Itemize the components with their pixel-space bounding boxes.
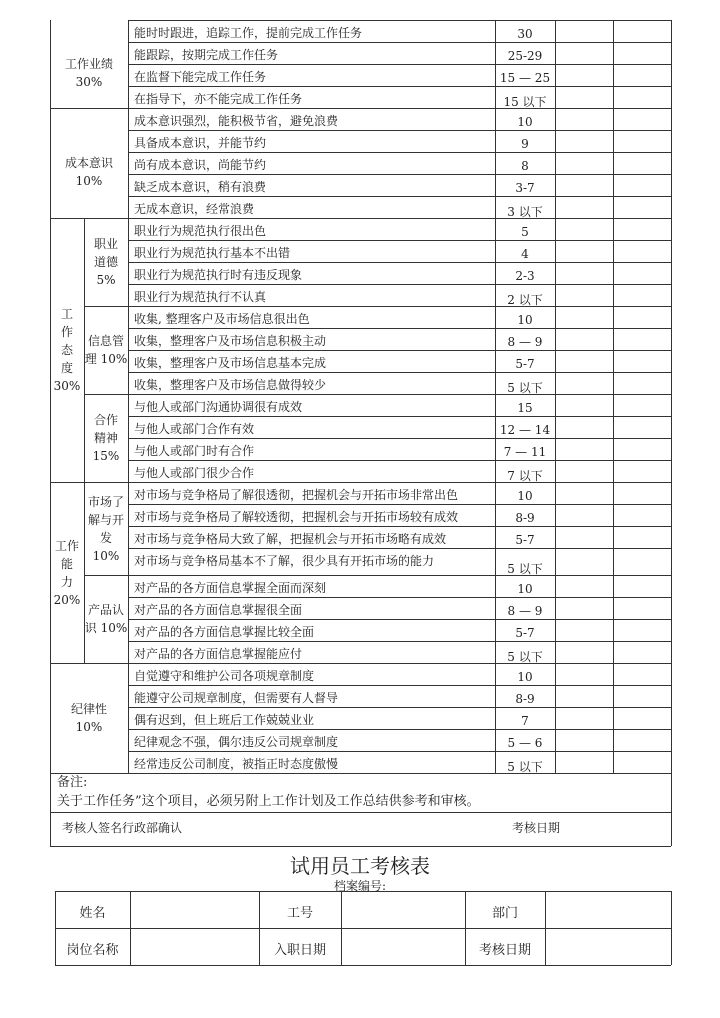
form-title: 试用员工考核表	[290, 854, 430, 878]
criterion-text: 对产品的各方面信息掌握很全面	[134, 603, 303, 617]
category-performance-line: 工作业绩 30%	[64, 57, 113, 89]
criterion-text: 对市场与竞争格局大致了解，把握机会与开拓市场略有成效	[134, 532, 447, 546]
criterion-text: 收集，整理客户及市场信息做得较少	[134, 378, 327, 392]
score-range: 5 以下	[507, 381, 543, 395]
criterion-text: 职业行为规范执行很出色	[134, 224, 267, 238]
subcategory-teamwork-line: 合作	[93, 413, 118, 427]
name-label: 姓名	[79, 906, 106, 921]
criterion-text: 无成本意识，经常浪费	[134, 202, 255, 216]
score-range: 10	[517, 115, 533, 129]
signature-label: 考核人签名行政部确认	[62, 821, 183, 835]
score-range: 7 — 11	[503, 445, 547, 459]
criterion-text: 对产品的各方面信息掌握能应付	[134, 647, 303, 661]
employee-id-label: 工号	[286, 906, 313, 921]
criterion-text: 经常违反公司制度，被指正时态度傲慢	[134, 757, 339, 771]
criterion-text: 对市场与竞争格局了解较透彻，把握机会与开拓市场较有成效	[134, 510, 459, 524]
criterion-text: 尚有成本意识，尚能节约	[134, 158, 267, 172]
criterion-text: 缺乏成本意识，稍有浪费	[134, 180, 267, 194]
score-range: 8-9	[515, 692, 535, 706]
review-date-field-label: 考核日期	[478, 943, 531, 958]
criterion-text: 在指导下，亦不能完成工作任务	[134, 92, 303, 106]
criterion-text: 能跟踪，按期完成工作任务	[134, 48, 279, 62]
department-label: 部门	[491, 906, 518, 921]
hire-date-label: 入职日期	[273, 943, 326, 958]
score-range: 3-7	[515, 181, 535, 195]
score-range: 2-3	[515, 269, 535, 283]
subcategory-professional-ethics-line: 职业	[93, 237, 118, 251]
score-range: 3 以下	[507, 205, 543, 219]
score-range: 25-29	[507, 49, 543, 63]
score-range: 5	[521, 225, 529, 239]
score-range: 15	[517, 401, 533, 415]
criterion-text: 与他人或部门时有合作	[134, 444, 255, 458]
subcategory-teamwork-line: 15%	[92, 449, 120, 463]
score-range: 10	[517, 313, 533, 327]
category-cost-awareness-line: 成本意识 10%	[64, 156, 113, 188]
criterion-text: 对产品的各方面信息掌握全面而深刻	[134, 581, 327, 595]
score-range: 5 — 6	[507, 736, 543, 750]
score-range: 5-7	[515, 626, 535, 640]
score-range: 10	[517, 582, 533, 596]
score-range: 5 以下	[507, 760, 543, 774]
form-input-cell[interactable]	[131, 892, 258, 927]
score-range: 7	[521, 714, 529, 728]
notes-label: 备注:	[57, 775, 88, 790]
category-work-attitude-line: 度	[60, 361, 73, 375]
subcategory-market-knowledge-line: 发	[99, 530, 112, 545]
category-work-ability-line: 能	[60, 556, 73, 571]
form-row-divider	[55, 965, 671, 966]
score-range: 30	[517, 27, 533, 41]
criterion-text: 在监督下能完成工作任务	[134, 70, 267, 84]
criterion-text: 自觉遵守和维护公司各项规章制度	[134, 669, 315, 683]
criterion-text: 收集, 整理客户及市场信息很出色	[134, 312, 310, 326]
category-work-attitude-line: 工	[60, 307, 73, 321]
score-range: 5-7	[515, 357, 535, 371]
criterion-text: 与他人或部门很少合作	[134, 466, 255, 480]
form-input-cell[interactable]	[342, 892, 464, 927]
criterion-text: 能时时跟进，追踪工作，提前完成工作任务	[134, 26, 363, 40]
criterion-text: 收集，整理客户及市场信息积极主动	[134, 334, 327, 348]
review-date-label: 考核日期	[512, 821, 561, 835]
criterion-text: 对市场与竞争格局了解很透彻，把握机会与开拓市场非常出色	[134, 488, 459, 502]
category-work-ability-line: 工作	[54, 538, 79, 553]
criterion-text: 收集，整理客户及市场信息基本完成	[134, 356, 327, 370]
criterion-text: 对市场与竞争格局基本不了解，很少具有开拓市场的能力	[134, 554, 435, 568]
score-range: 8	[521, 159, 529, 173]
criterion-text: 职业行为规范执行时有违反现象	[134, 268, 303, 282]
form-input-cell[interactable]	[342, 929, 464, 964]
category-work-attitude-line: 作	[60, 325, 73, 339]
score-range: 5-7	[515, 533, 535, 547]
form-column-divider	[671, 891, 672, 965]
form-input-cell[interactable]	[546, 892, 670, 927]
score-range: 5 以下	[507, 562, 543, 576]
archive-number-label: 档案编号:	[333, 879, 387, 893]
score-range: 2 以下	[507, 293, 543, 307]
category-discipline-line: 纪律性	[70, 702, 107, 716]
notes-text: 关于工作任务”这个项目，必须另附上工作计划及工作总结供参考和审核。	[57, 794, 480, 809]
criterion-text: 成本意识强烈，能积极节省，避免浪费	[134, 114, 339, 128]
score-range: 12 — 14	[499, 423, 551, 437]
criterion-text: 与他人或部门合作有效	[134, 422, 255, 436]
criterion-text: 偶有迟到，但上班后工作兢兢业业	[134, 713, 315, 727]
score-range: 9	[521, 137, 529, 151]
subcategory-product-knowledge-line: 产品认	[87, 603, 124, 617]
subcategory-market-knowledge-line: 市场了	[87, 494, 124, 509]
category-discipline-line: 10%	[75, 720, 103, 734]
criterion-text: 纪律观念不强，偶尔违反公司规章制度	[134, 735, 339, 749]
score-range: 15 — 25	[499, 71, 551, 85]
position-label: 岗位名称	[66, 943, 119, 958]
subcategory-market-knowledge-line: 10%	[92, 548, 120, 563]
score-range: 8 — 9	[507, 604, 543, 618]
criterion-text: 职业行为规范执行不认真	[134, 290, 267, 304]
form-input-cell[interactable]	[546, 929, 670, 964]
score-range: 4	[521, 247, 529, 261]
subcategory-product-knowledge-line: 识 10%	[84, 621, 128, 635]
subcategory-information-management-line: 理 10%	[84, 352, 128, 366]
category-work-ability-line: 20%	[53, 592, 81, 607]
score-range: 8-9	[515, 511, 535, 525]
subcategory-teamwork-line: 精神	[93, 431, 118, 445]
criterion-text: 具备成本意识，并能节约	[134, 136, 267, 150]
criterion-text: 能遵守公司规章制度，但需要有人督导	[134, 691, 339, 705]
form-input-cell[interactable]	[131, 929, 258, 964]
score-range: 5 以下	[507, 650, 543, 664]
score-range: 10	[517, 489, 533, 503]
subcategory-professional-ethics-line: 5%	[96, 273, 116, 287]
criterion-text: 职业行为规范执行基本不出错	[134, 246, 291, 260]
score-range: 7 以下	[507, 469, 543, 483]
subcategory-information-management-line: 信息管	[87, 334, 124, 348]
score-range: 8 — 9	[507, 335, 543, 349]
category-work-attitude-line: 30%	[53, 379, 81, 393]
score-range: 10	[517, 670, 533, 684]
criterion-text: 与他人或部门沟通协调很有成效	[134, 400, 303, 414]
score-range: 15 以下	[503, 95, 547, 109]
category-work-attitude-line: 态	[60, 343, 73, 357]
category-work-ability-line: 力	[60, 574, 73, 589]
subcategory-market-knowledge-line: 解与开	[87, 512, 124, 527]
subcategory-professional-ethics-line: 道德	[93, 255, 118, 269]
criterion-text: 对产品的各方面信息掌握比较全面	[134, 625, 315, 639]
